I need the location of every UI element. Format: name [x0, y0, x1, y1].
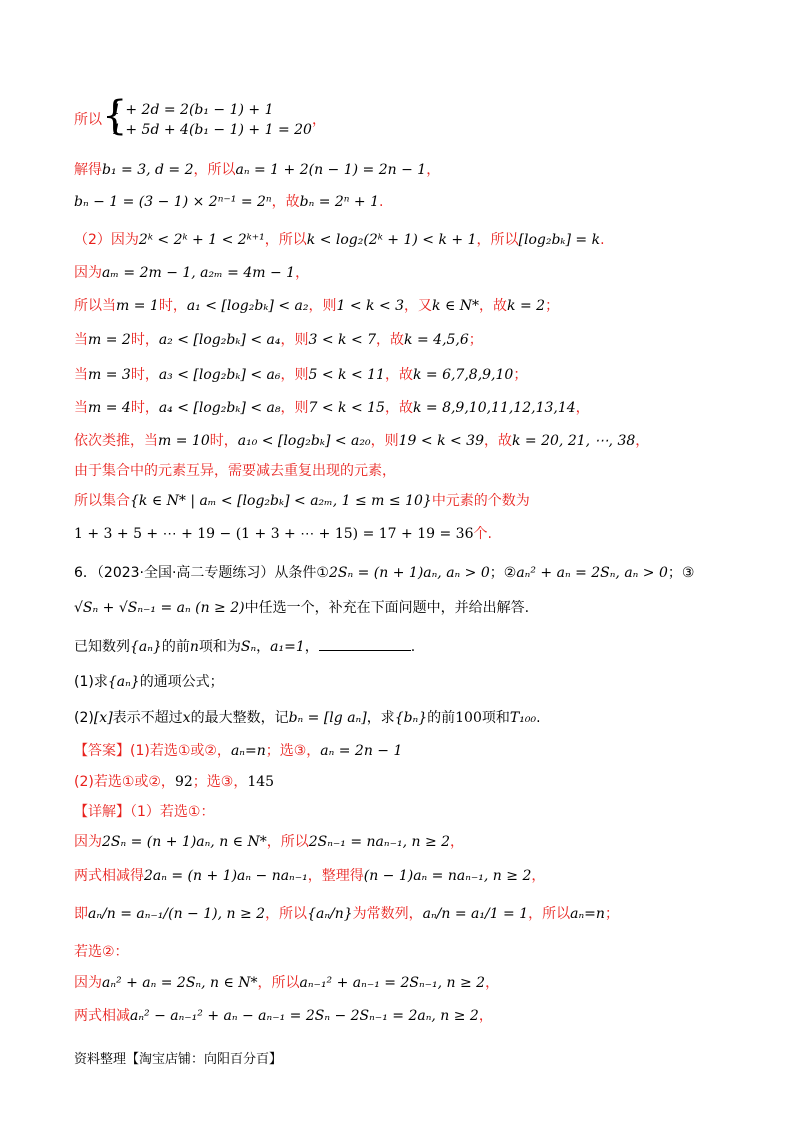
text: (2) [74, 710, 94, 726]
solution-system-line [74, 93, 326, 140]
math: 19 < k < 39 [398, 433, 484, 449]
left-brace-icon: { [102, 93, 128, 139]
text: 为常数列， [352, 906, 423, 922]
math: Sₙ [240, 639, 257, 655]
text: ，所以 [193, 162, 236, 178]
solve-line [74, 160, 440, 180]
text: 项和为 [198, 639, 241, 655]
text: ， [635, 433, 650, 449]
math: 1 < k < 3 [336, 298, 405, 314]
detail-line3 [74, 904, 619, 924]
math: aₙ/n = a₁/1 = 1 [422, 906, 529, 922]
math: a₃ < [log₂bₖ] < a₆ [158, 367, 281, 383]
math: aₙ² + aₙ = 2Sₙ, n ∈ N* [102, 975, 258, 991]
text: 若选②： [74, 944, 129, 960]
text: （2）因为 [74, 232, 139, 248]
math: 2Sₙ = (n + 1)aₙ, n ∈ N* [102, 834, 267, 850]
text: 解得 [74, 162, 102, 178]
text: 表示不超过 [112, 710, 183, 726]
math: {aₙ} [107, 674, 140, 690]
math: bₙ − 1 = (3 − 1) × 2ⁿ⁻¹ = 2ⁿ [74, 194, 272, 210]
answer2-line [74, 772, 274, 792]
math: k = 2 [507, 298, 546, 314]
text: ，所以 [476, 232, 519, 248]
math: aₘ = 2m − 1, a₂ₘ = 4m − 1 [102, 265, 296, 281]
math: aₙ=n [570, 906, 605, 922]
math: T₁₀₀ [509, 710, 537, 726]
math: [log₂bₖ] = k [518, 232, 601, 248]
text: (2)若选①或②， [74, 774, 175, 790]
text: ；③ [667, 565, 695, 581]
text: 依次类推，当 [74, 433, 158, 449]
text: ，则 [370, 433, 399, 449]
text: ，则 [280, 367, 309, 383]
math: {aₙ} [130, 639, 162, 655]
math: bₙ = 2ⁿ + 1 [299, 194, 379, 210]
math: k ∈ N* [432, 298, 480, 314]
text: ； [604, 906, 619, 922]
question2-line [74, 708, 541, 728]
detail-line5 [74, 1006, 493, 1026]
math: a₁₀ < [log₂bₖ] < a₂₀ [237, 433, 371, 449]
text: ； [545, 298, 560, 314]
math: m = 2 [88, 332, 131, 348]
text: ，整理得 [307, 868, 364, 884]
text: 的前 [161, 639, 190, 655]
math: a₂ < [log₂bₖ] < a₄ [158, 332, 281, 348]
distinct-note-line [74, 461, 396, 481]
text: ，故 [376, 332, 405, 348]
text: 【答案】(1)若选①或②， [74, 743, 231, 759]
problem6-line3 [74, 636, 415, 657]
text: ； [513, 367, 528, 383]
math: {bₙ} [394, 710, 428, 726]
math: aₙ=n [230, 743, 266, 759]
math: 145 [247, 774, 275, 790]
punct: ， [311, 112, 326, 128]
detail-line1 [74, 832, 464, 852]
text: ，所以 [257, 975, 300, 991]
text: 所以集合 [74, 493, 130, 509]
math: {aₙ/n} [307, 906, 353, 922]
text: ，故 [271, 194, 300, 210]
text: 时， [158, 298, 187, 314]
math: a₁ < [log₂bₖ] < a₂ [186, 298, 309, 314]
text: ；选③， [192, 774, 248, 790]
text: 两式相减 [74, 1008, 130, 1024]
math: m = 3 [88, 367, 131, 383]
math: {k ∈ N* | aₘ < [log₂bₖ] < a₂ₘ, 1 ≤ m ≤ 10} [130, 493, 432, 509]
math: [x] [93, 710, 113, 726]
math: 2Sₙ = (n + 1)aₙ, aₙ > 0 [329, 565, 490, 581]
set-line [74, 491, 530, 511]
math: (n − 1)aₙ = naₙ₋₁, n ≥ 2 [363, 868, 532, 884]
math: k < log₂(2ᵏ + 1) < k + 1 [306, 232, 477, 248]
case-m1-line [74, 296, 559, 316]
case-m10-line [74, 431, 649, 451]
math: bₙ = [lg aₙ] [288, 710, 367, 726]
text: 时， [130, 332, 159, 348]
math: aₙ/n = aₙ₋₁/(n − 1), n ≥ 2 [88, 906, 266, 922]
math: k = 8,9,10,11,12,13,14 [412, 400, 576, 416]
math: 1 + 3 + 5 + ⋯ + 19 − (1 + 3 + ⋯ + 15) = 17 + 19 = 36 [74, 526, 474, 542]
text: ， [478, 1008, 493, 1024]
math: 92 [174, 774, 193, 790]
equation-system [102, 93, 312, 140]
case-m2-line [74, 330, 483, 350]
text: 中任选一个，补充在下面问题中，并给出解答. [244, 600, 530, 616]
math: 5 < k < 11 [308, 367, 385, 383]
text: 时， [209, 433, 238, 449]
math: k = 4,5,6 [404, 332, 469, 348]
text: 因为 [74, 265, 102, 281]
math: 2Sₙ₋₁ = naₙ₋₁, n ≥ 2 [308, 834, 451, 850]
math: aₙ² + aₙ = 2Sₙ, aₙ > 0 [516, 565, 668, 581]
text: 当 [74, 332, 88, 348]
math: 3 < k < 7 [308, 332, 377, 348]
text: . [600, 232, 605, 248]
option2-heading-line [74, 942, 129, 962]
text: ， [426, 162, 441, 178]
text: ；② [489, 565, 517, 581]
label-text: 所以 [74, 112, 102, 128]
equation-row-1: 1 + 2d = 2(b₁ − 1) + 1 [112, 102, 274, 118]
text: ， [295, 265, 310, 281]
part2-line [74, 230, 605, 250]
math: √Sₙ + √Sₙ₋₁ = aₙ (n ≥ 2) [74, 600, 245, 616]
text: 时， [130, 400, 159, 416]
text: ，所以 [264, 232, 307, 248]
text: 两式相减得 [74, 868, 144, 884]
math: m = 4 [88, 400, 131, 416]
text: ， [485, 975, 500, 991]
answer1-line [74, 741, 402, 761]
math: x [182, 710, 191, 726]
math: aₙ₋₁² + aₙ₋₁ = 2Sₙ₋₁, n ≥ 2 [299, 975, 486, 991]
fill-blank [319, 636, 411, 651]
text: 当 [74, 367, 88, 383]
text: 已知数列 [74, 639, 130, 655]
math: a₁=1 [270, 639, 305, 655]
text: 所以当 [74, 298, 116, 314]
text: ， [575, 400, 590, 416]
math: a₄ < [log₂bₖ] < a₈ [158, 400, 281, 416]
math: 2ᵏ < 2ᵏ + 1 < 2ᵏ⁺¹ [138, 232, 265, 248]
math: 100 [455, 710, 482, 726]
text: ，则 [308, 298, 337, 314]
text: 6．（2023·全国·高二专题练习）从条件① [74, 565, 329, 581]
text: ，故 [384, 400, 413, 416]
text: . [410, 639, 416, 655]
text: . [536, 710, 541, 726]
math: m = 1 [116, 298, 159, 314]
text: ，所以 [528, 906, 571, 922]
text: 的最大整数，记 [190, 710, 289, 726]
text: ，求 [366, 710, 395, 726]
problem6-line2 [74, 598, 529, 618]
detail-heading-line [74, 802, 214, 822]
text: ，故 [484, 433, 512, 449]
detail-line2 [74, 866, 545, 886]
equation-row-2: 1 + 5d + 4(b₁ − 1) + 1 = 20 [112, 122, 312, 138]
text: 的前 [427, 710, 456, 726]
text: ，则 [280, 332, 309, 348]
footer-source: 资料整理【淘宝店铺：向阳百分百】 [74, 1052, 283, 1067]
math: aₙ = 1 + 2(n − 1) = 2n − 1 [235, 162, 427, 178]
text: ，又 [404, 298, 433, 314]
text: 因为 [74, 975, 102, 991]
math: k = 20, 21, ⋯, 38 [512, 433, 636, 449]
text: 由于集合中的元素互异，需要减去重复出现的元素， [74, 463, 396, 479]
case-m3-line [74, 365, 527, 385]
case-m4-line [74, 398, 590, 418]
bn-line [74, 192, 383, 212]
math: n [189, 639, 199, 655]
text: (1)求 [74, 674, 108, 690]
text: ， [531, 868, 546, 884]
text: ，则 [280, 400, 309, 416]
math: k = 6,7,8,9,10 [412, 367, 514, 383]
text: 即 [74, 906, 88, 922]
math: b₁ = 3, d = 2 [102, 162, 194, 178]
text: ，所以 [265, 906, 308, 922]
text: ，所以 [266, 834, 309, 850]
text: 时， [130, 367, 159, 383]
text: 中元素的个数为 [431, 493, 530, 509]
math: 2aₙ = (n + 1)aₙ − naₙ₋₁ [144, 868, 308, 884]
am-line [74, 263, 309, 283]
text: ； [468, 332, 483, 348]
problem6-line1 [74, 563, 694, 583]
text: 因为 [74, 834, 102, 850]
text: 个. [473, 526, 492, 542]
math: 7 < k < 15 [308, 400, 385, 416]
math: aₙ² − aₙ₋₁² + aₙ − aₙ₋₁ = 2Sₙ − 2Sₙ₋₁ = 2aₙ, n ≥ 2 [130, 1008, 479, 1024]
math: m = 10 [158, 433, 210, 449]
text: 【详解】（1）若选①： [74, 804, 215, 820]
count-line [74, 524, 492, 544]
text: ， [450, 834, 465, 850]
text: ， [304, 639, 319, 655]
text: 的通项公式； [139, 674, 224, 690]
text: ， [256, 639, 271, 655]
text: 当 [74, 400, 88, 416]
detail-line4 [74, 973, 499, 993]
text: ，故 [479, 298, 508, 314]
text: ，故 [384, 367, 413, 383]
text: . [379, 194, 384, 210]
text: ；选③， [265, 743, 321, 759]
question1-line [74, 672, 224, 692]
text: 项和 [481, 710, 510, 726]
math: aₙ = 2n − 1 [320, 743, 403, 759]
